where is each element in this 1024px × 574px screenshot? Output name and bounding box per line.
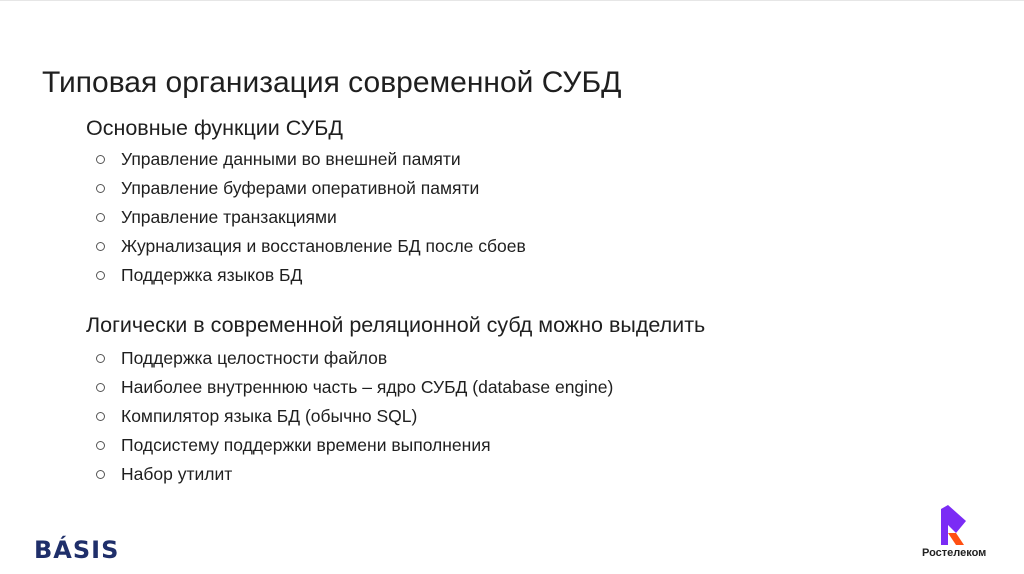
list-item: [96, 261, 526, 290]
circle-bullet-icon: [96, 271, 105, 280]
list-item-text: Набор утилит: [121, 464, 233, 484]
bullet-list-components: [96, 344, 613, 489]
circle-bullet-icon: [96, 383, 105, 392]
list-item: [96, 203, 526, 232]
list-item-text: Управление транзакциями: [121, 207, 337, 227]
circle-bullet-icon: [96, 184, 105, 193]
basis-logo: BÁSIS: [34, 536, 120, 564]
circle-bullet-icon: [96, 441, 105, 450]
list-item: [96, 460, 613, 489]
circle-bullet-icon: [96, 354, 105, 363]
list-item-text: Наиболее внутреннюю часть – ядро СУБД (database engine): [121, 377, 614, 397]
list-item: [96, 373, 613, 402]
circle-bullet-icon: [96, 412, 105, 421]
list-item: [96, 431, 613, 460]
list-item-text: Журнализация и восстановление БД после сбоев: [121, 236, 526, 256]
section-heading-functions: Основные функции СУБД: [86, 116, 343, 140]
slide-title: Типовая организация современной СУБД: [42, 66, 622, 99]
list-item: [96, 344, 613, 373]
list-item-text: Компилятор языка БД (обычно SQL): [121, 406, 418, 426]
slide-top-border: [0, 0, 1024, 1]
section-heading-components: Логически в современной реляционной субд можно выделить: [86, 313, 706, 337]
circle-bullet-icon: [96, 242, 105, 251]
list-item: [96, 145, 526, 174]
circle-bullet-icon: [96, 155, 105, 164]
list-item: [96, 232, 526, 261]
list-item-text: Поддержка языков БД: [121, 265, 303, 285]
rostelecom-logo-orange-shape: [948, 533, 964, 545]
list-item: [96, 174, 526, 203]
circle-bullet-icon: [96, 213, 105, 222]
circle-bullet-icon: [96, 470, 105, 479]
list-item-text: Управление буферами оперативной памяти: [121, 178, 480, 198]
bullet-list-functions: [96, 145, 526, 290]
list-item-text: Управление данными во внешней памяти: [121, 149, 461, 169]
rostelecom-logo-text: Ростелеком: [922, 547, 987, 559]
list-item-text: Поддержка целостности файлов: [121, 348, 388, 368]
list-item-text: Подсистему поддержки времени выполнения: [121, 435, 491, 455]
list-item: [96, 402, 613, 431]
